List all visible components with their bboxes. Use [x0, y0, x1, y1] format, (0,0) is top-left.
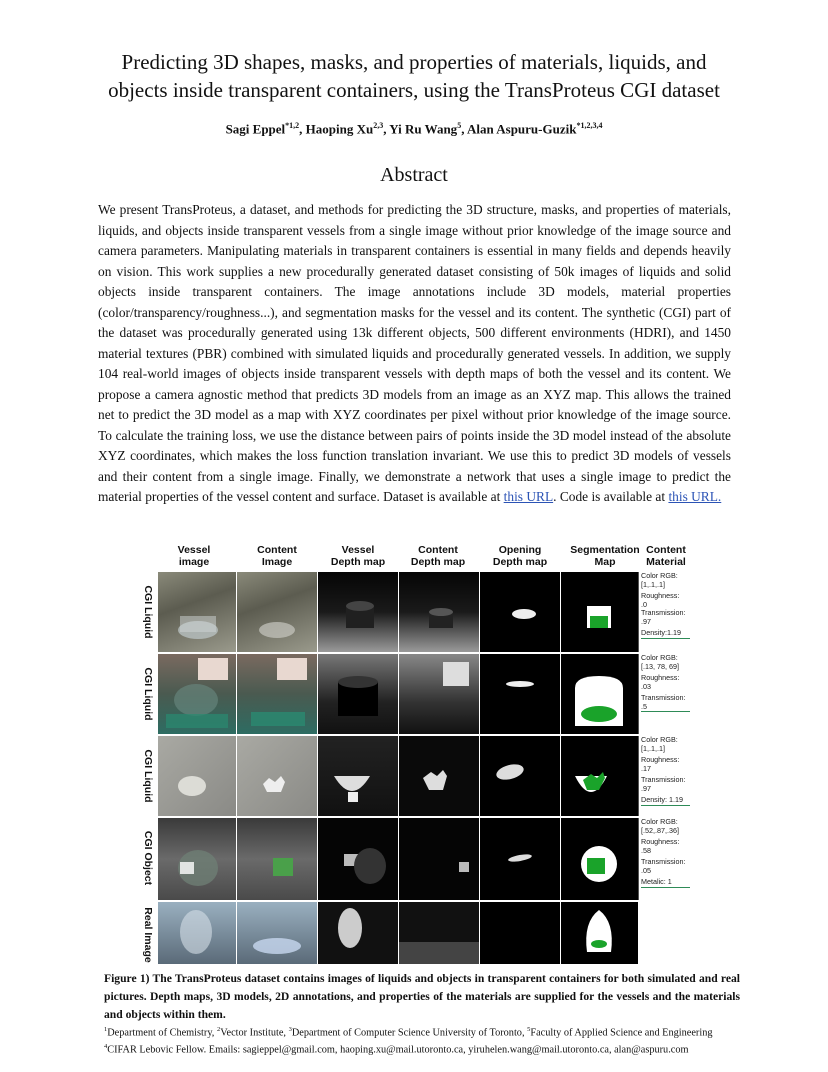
depth-shape — [480, 572, 560, 652]
author-affiliation: 5 — [457, 121, 462, 130]
material-line: .0 — [641, 599, 647, 609]
depth-shape — [480, 736, 560, 816]
segmentation-map — [561, 736, 638, 816]
depth-shape — [318, 902, 398, 964]
photo-scene — [237, 818, 317, 900]
photo-scene — [237, 654, 317, 734]
photo-scene — [237, 902, 317, 964]
material-line: .03 — [641, 681, 651, 691]
code-link[interactable]: this URL. — [668, 489, 722, 504]
depth-shape — [399, 818, 479, 900]
material-line: Density:1.19 — [641, 629, 690, 639]
segmentation-map — [561, 572, 638, 652]
author-affiliation: 2,3 — [373, 121, 384, 130]
material-line: Transmission: — [641, 608, 686, 617]
vessel-depth-map — [318, 572, 398, 652]
segmentation-shape — [561, 736, 638, 816]
material-line: Transmission: — [641, 775, 686, 784]
material-line: .97 — [641, 783, 651, 793]
depth-shape — [480, 654, 560, 734]
material-line: [.52,.87,.36] — [641, 825, 679, 835]
material-line: .05 — [641, 865, 651, 875]
author-affiliation: *1,2 — [285, 121, 300, 130]
row-label: CGI Liquid — [142, 585, 154, 639]
dataset-link[interactable]: this URL — [503, 489, 554, 504]
row-label: CGI Liquid — [142, 667, 154, 721]
material-properties — [638, 572, 690, 652]
content-depth-map — [399, 902, 479, 964]
column-header: Segmentation Map — [570, 544, 640, 568]
material-line: Roughness: — [641, 591, 680, 600]
material-line: [1,.1,.1] — [641, 579, 665, 589]
photo-scene — [158, 654, 236, 734]
column-header: Vessel Depth map — [330, 544, 386, 568]
vessel-depth-map — [318, 818, 398, 900]
vessel-image — [158, 654, 236, 734]
author-name: Alan Aspuru-Guzik — [466, 121, 577, 137]
vessel-image — [158, 818, 236, 900]
vessel-depth-map — [318, 654, 398, 734]
column-header: Content Material — [646, 544, 686, 568]
content-image — [237, 736, 317, 816]
material-line: Metalic: 1 — [641, 878, 690, 888]
material-line: Density: 1.19 — [641, 796, 690, 806]
column-header: Vessel image — [177, 544, 211, 568]
footnotes — [104, 1023, 754, 1058]
segmentation-map — [561, 654, 638, 734]
segmentation-shape — [561, 572, 638, 652]
depth-shape — [399, 654, 479, 734]
content-image — [237, 902, 317, 964]
row-label: CGI Object — [142, 830, 154, 886]
material-properties — [638, 736, 690, 816]
material-line: Roughness: — [641, 755, 680, 764]
photo-scene — [237, 572, 317, 652]
column-header: Opening Depth map — [492, 544, 548, 568]
photo-scene — [237, 736, 317, 816]
material-properties — [638, 818, 690, 900]
author-name: Haoping Xu — [305, 121, 374, 137]
content-depth-map — [399, 572, 479, 652]
segmentation-map — [561, 818, 638, 900]
material-line: .17 — [641, 763, 651, 773]
segmentation-shape — [561, 902, 638, 964]
figure-caption: Figure 1) The TransProteus dataset contains images of liquids and objects in transparent containers for both simulated and real pictures. Depth maps, 3D models, 2D annotations, and properties of the materials are supplied for the vessels and the materials and objects within them. — [104, 972, 740, 1021]
vessel-image — [158, 902, 236, 964]
content-depth-map — [399, 818, 479, 900]
content-image — [237, 818, 317, 900]
segmentation-shape — [561, 818, 638, 900]
abstract-text-mid: . Code is available at — [553, 489, 666, 504]
material-line: Roughness: — [641, 673, 680, 682]
title-line-1: Predicting 3D shapes, masks, and properties of materials, liquids, and — [121, 50, 707, 74]
abstract-text: We present TransProteus, a dataset, and methods for predicting the 3D structure, masks, and properties of materials, liquids, and objects inside transparent vessels from a single image without prior knowledge of the image source and camera parameters. Manipulating materials in transparent containers is essential in many fields and depends heavily on vision. This work supplies a new procedurally generated dataset consisting of 50k images of liquids and solid objects inside transparent containers. The image annotations include 3D models, material properties (color/transparency/roughness...), and segmentation masks for the vessel and its content. The synthetic (CGI) part of the dataset was procedurally generated using 13k different objects, 500 different environments (HDRI), and 1450 material textures (PBR) combined with simulated liquids and procedurally generated vessels. In addition, we supply 104 real-world images of objects inside transparent vessels with depth maps of both the vessel and its content. We propose a camera agnostic method that predicts 3D models from an image as an XYZ map. This allows the trained net to predict the 3D model as a map with XYZ coordinates per pixel without prior knowledge of the image source. To calculate the training loss, we use the distance between pairs of points inside the 3D model instead of the absolute XYZ coordinates, which makes the loss function translation invariant. We use this to predict 3D models of vessels and their content from a single image. Finally, we demonstrate a network that uses a single image to predict the material properties of the vessel content and surface. Dataset is available at — [98, 202, 731, 504]
material-line: Color RGB: — [641, 735, 678, 744]
opening-depth-map — [480, 736, 560, 816]
column-header: Content Image — [257, 544, 297, 568]
paper-title — [60, 48, 768, 104]
author-name: Yi Ru Wang — [389, 121, 458, 137]
vessel-image — [158, 572, 236, 652]
title-line-2: objects inside transparent containers, using the TransProteus CGI dataset — [108, 78, 720, 102]
opening-depth-map — [480, 654, 560, 734]
depth-shape — [480, 818, 560, 900]
opening-depth-map — [480, 902, 560, 964]
author-name: Sagi Eppel — [225, 121, 286, 137]
opening-depth-map — [480, 818, 560, 900]
material-line: [1,.1,.1] — [641, 743, 665, 753]
material-line: .97 — [641, 616, 651, 626]
content-depth-map — [399, 654, 479, 734]
material-line: Color RGB: — [641, 817, 678, 826]
material-line: .5 — [641, 703, 690, 713]
footnote-line: $^4$CIFAR Lebovic Fellow. Emails: sagieppel@gmail.com, haoping.xu@mail.utoronto.ca, yiruhelen.wang@mail.utoronto.ca, alan@aspuru.com — [104, 1043, 689, 1056]
author-affiliation: *1,2,3,4 — [576, 121, 603, 130]
photo-scene — [158, 572, 236, 652]
depth-shape — [318, 572, 398, 652]
abstract-body — [98, 200, 731, 508]
depth-shape — [318, 818, 398, 900]
material-line: .58 — [641, 845, 651, 855]
content-image — [237, 654, 317, 734]
photo-scene — [158, 818, 236, 900]
vessel-image — [158, 736, 236, 816]
photo-scene — [158, 736, 236, 816]
depth-shape — [399, 736, 479, 816]
material-line: Roughness: — [641, 837, 680, 846]
photo-scene — [158, 902, 236, 964]
material-line: Transmission: — [641, 857, 686, 866]
depth-shape — [318, 736, 398, 816]
material-line: [.13, 78, 69] — [641, 661, 679, 671]
segmentation-map — [561, 902, 638, 964]
depth-shape — [399, 902, 479, 964]
author-list: Sagi Eppel$^{*1,2}$, Haoping Xu$^{2,3}$, Yi Ru Wang$^5$, Alan Aspuru-Guzik$^{*1,2,3,4}$ — [225, 121, 603, 137]
material-line: Transmission: — [641, 693, 686, 702]
vessel-depth-map — [318, 902, 398, 964]
material-line: Color RGB: — [641, 653, 678, 662]
material-properties — [638, 654, 690, 734]
material-line: Color RGB: — [641, 571, 678, 580]
opening-depth-map — [480, 572, 560, 652]
depth-shape — [318, 654, 398, 734]
row-label: Real Image — [142, 907, 154, 963]
vessel-depth-map — [318, 736, 398, 816]
content-depth-map — [399, 736, 479, 816]
column-header: Content Depth map — [410, 544, 466, 568]
row-label: CGI Liquid — [142, 749, 154, 803]
abstract-heading: Abstract — [380, 164, 448, 186]
content-image — [237, 572, 317, 652]
depth-shape — [399, 572, 479, 652]
segmentation-shape — [561, 654, 638, 734]
figure-1 — [140, 544, 690, 964]
footnote-line: $^1$Department of Chemistry, $^2$Vector Institute, $^3$Department of Computer Science University of Toronto, $^5$Faculty of Applied Science and Engineering — [104, 1026, 713, 1039]
